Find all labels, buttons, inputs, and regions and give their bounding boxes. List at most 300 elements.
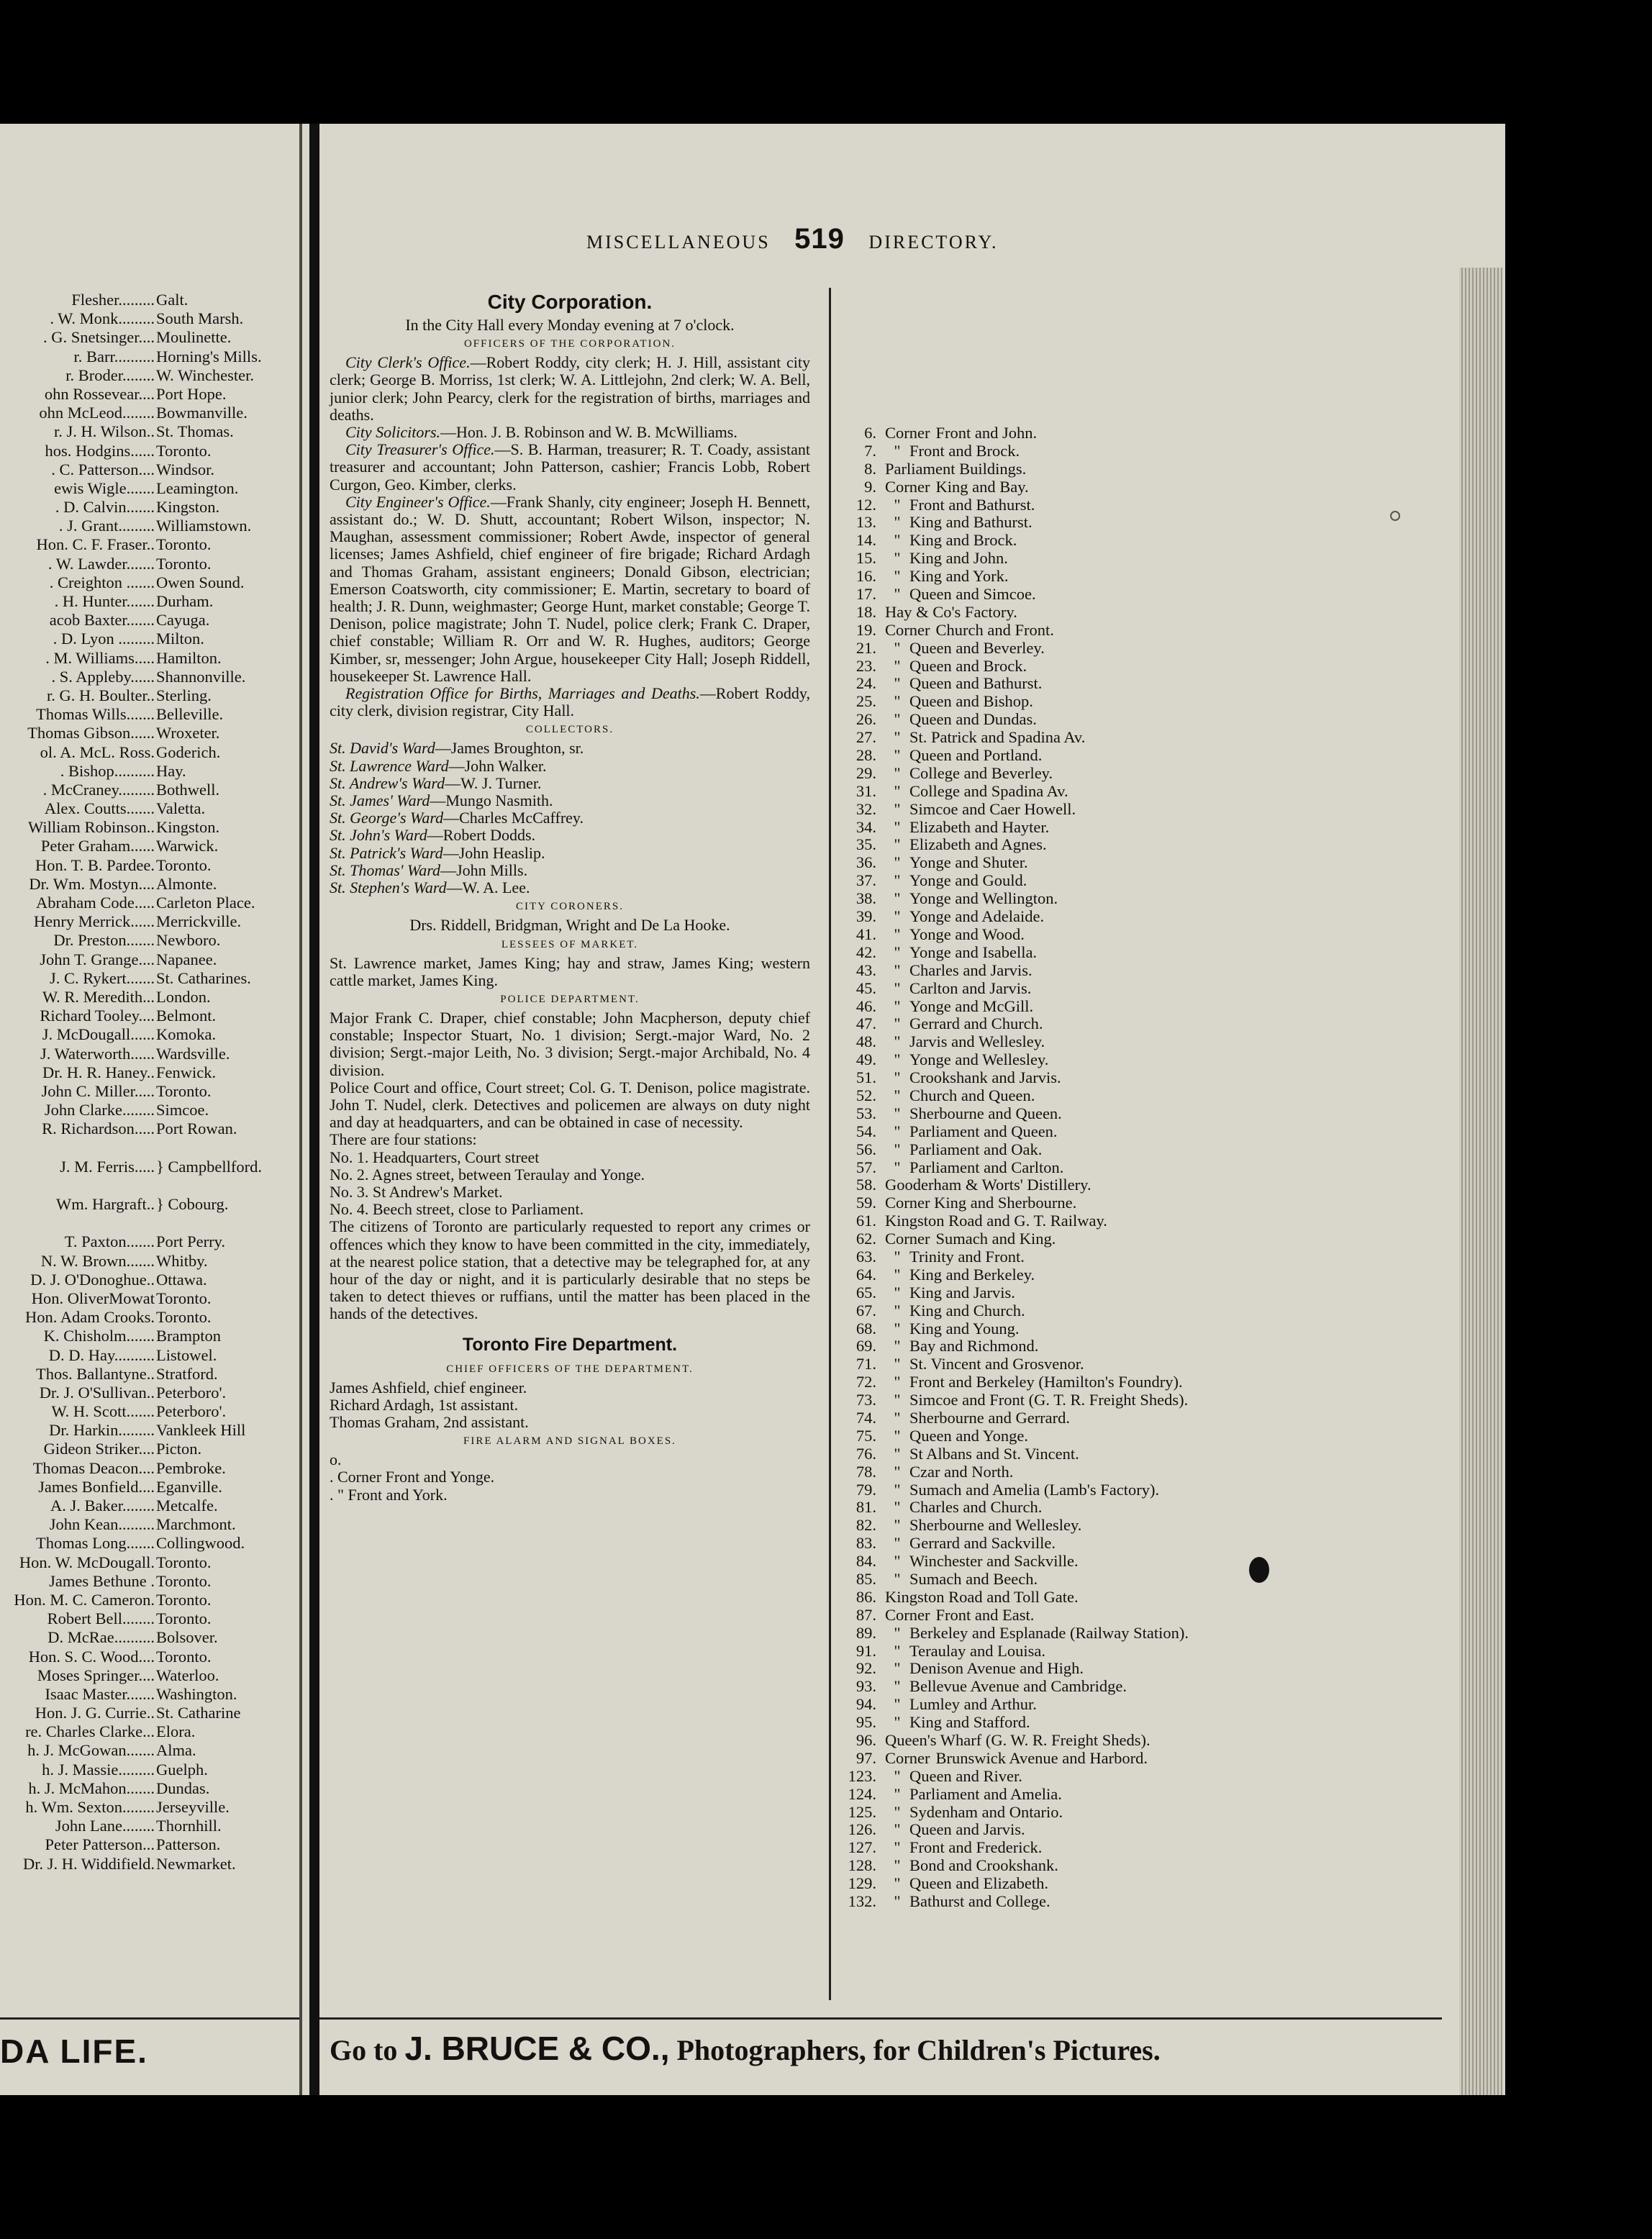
entry-name: Moses Springer.... xyxy=(37,1666,155,1684)
intro-text: In the City Hall every Monday evening at 7 o'clock. xyxy=(405,316,735,334)
entry-place: Toronto. xyxy=(156,1647,212,1666)
left-entry-row xyxy=(0,1497,295,1515)
box-prefix: " xyxy=(894,1571,901,1588)
entry-place: Wardsville. xyxy=(156,1044,230,1063)
entry-place: Toronto. xyxy=(156,1308,212,1327)
box-number: 17. xyxy=(856,586,876,604)
entry-place: Almonte. xyxy=(156,874,217,893)
entry-place: Sterling. xyxy=(156,686,212,704)
left-entry-row xyxy=(0,460,295,479)
entry-name: Hon. Adam Crooks. xyxy=(25,1308,155,1327)
entry-name: John Lane........ xyxy=(55,1817,155,1835)
entry-name: h. J. McGowan....... xyxy=(27,1741,155,1760)
signal-box-row xyxy=(845,1821,1363,1839)
box-number: 32. xyxy=(856,800,876,818)
entry-place: Marchmont. xyxy=(156,1515,236,1534)
signal-box-row xyxy=(845,1391,1363,1409)
left-entry-row xyxy=(0,1365,295,1384)
box-number: 128. xyxy=(848,1857,876,1875)
entry-name: . D. Calvin....... xyxy=(55,498,155,517)
left-entry-row xyxy=(0,781,295,799)
entry-name: Hon. W. McDougall. xyxy=(19,1553,155,1571)
box-location: Yonge and Adelaide. xyxy=(909,908,1045,926)
entry-name: Dr. Harkin......... xyxy=(49,1421,155,1440)
box-location: St Albans and St. Vincent. xyxy=(909,1445,1079,1463)
solicitors-label: City Solicitors. xyxy=(345,423,440,442)
signal-box-row xyxy=(845,1409,1363,1427)
box-prefix: " xyxy=(894,1678,901,1696)
left-entry-row xyxy=(0,1007,295,1025)
box-number: 9. xyxy=(864,478,876,496)
entry-place xyxy=(155,1138,156,1157)
entry-place: St. Thomas. xyxy=(156,422,234,441)
signal-box-row xyxy=(845,1302,1363,1320)
box-number: 45. xyxy=(856,979,876,997)
box-location: Sumach and Beech. xyxy=(909,1571,1038,1588)
box-prefix: Corner xyxy=(885,1749,930,1767)
left-entry-row xyxy=(0,1421,295,1440)
entry-place: Stratford. xyxy=(156,1364,218,1383)
signal-box-row xyxy=(845,1571,1363,1589)
page-number: 519 xyxy=(794,223,845,255)
signal-box-row xyxy=(845,1445,1363,1463)
box-number: 34. xyxy=(856,818,876,836)
box-location: Jarvis and Wellesley. xyxy=(909,1033,1045,1051)
entry-name: N. W. Brown....... xyxy=(40,1251,155,1270)
left-entry-row xyxy=(0,1308,295,1327)
entry-place: Hamilton. xyxy=(156,648,222,667)
entry-place: Williamstown. xyxy=(156,517,252,535)
box-number: 7. xyxy=(864,442,876,460)
entry-name: Hon. M. C. Cameron. xyxy=(14,1590,155,1609)
box-location: Simcoe and Front (G. T. R. Freight Sheds). xyxy=(909,1391,1189,1409)
box-location: Queen's Wharf (G. W. R. Freight Sheds). xyxy=(885,1732,1150,1750)
box-prefix: " xyxy=(894,1086,901,1104)
left-entry-row xyxy=(0,724,295,742)
box-location: Yonge and McGill. xyxy=(909,997,1034,1015)
box-prefix: " xyxy=(894,1696,901,1714)
signal-box-row xyxy=(845,1660,1363,1678)
box-location: Denison Avenue and High. xyxy=(909,1660,1084,1678)
collector-name: —James Broughton, sr. xyxy=(435,739,584,758)
entry-name xyxy=(0,1138,155,1157)
box-number: 12. xyxy=(856,496,876,514)
entry-place: Durham. xyxy=(156,592,214,610)
box-prefix: " xyxy=(894,711,901,729)
box-number: 78. xyxy=(856,1463,876,1481)
signal-box-row xyxy=(845,1839,1363,1857)
collectors-heading: COLLECTORS. xyxy=(525,724,614,736)
box-location: Yonge and Gould. xyxy=(909,872,1027,890)
box-prefix: " xyxy=(894,514,901,532)
lessees-heading: LESSEES OF MARKET. xyxy=(501,938,639,950)
box-prefix: " xyxy=(894,1803,901,1821)
left-entry-row xyxy=(0,611,295,630)
entry-name: Richard Tooley.... xyxy=(40,1007,155,1025)
box-location: Czar and North. xyxy=(909,1463,1014,1481)
left-entry-row xyxy=(0,1478,295,1497)
box-prefix: " xyxy=(894,997,901,1015)
entry-place: Simcoe. xyxy=(156,1101,209,1120)
entry-place: Newboro. xyxy=(156,931,221,950)
ward-name: St. David's Ward xyxy=(330,739,435,758)
entry-place: Kingston. xyxy=(156,498,220,517)
signal-box-row xyxy=(845,1105,1363,1123)
ink-blot xyxy=(1249,1557,1269,1583)
entry-place: Cayuga. xyxy=(156,611,210,630)
entry-name: Hon. C. F. Fraser.. xyxy=(36,535,155,554)
signal-box-row xyxy=(845,1033,1363,1051)
box-number: 28. xyxy=(856,747,876,765)
box-prefix: " xyxy=(894,836,901,854)
box-prefix: " xyxy=(894,1266,901,1284)
left-entry-row xyxy=(0,668,295,686)
box-prefix: " xyxy=(894,586,901,604)
box-number: 47. xyxy=(856,1015,876,1033)
left-entry-row xyxy=(0,479,295,498)
column-rule xyxy=(829,288,831,2000)
entry-place: Jerseyville. xyxy=(156,1798,230,1816)
box-number: 73. xyxy=(856,1391,876,1409)
collector-name: —Robert Dodds. xyxy=(427,826,536,845)
box-prefix: " xyxy=(894,1785,901,1803)
entry-name: . D. Lyon ......... xyxy=(53,630,155,648)
box-number: 38. xyxy=(856,890,876,908)
box-number: 82. xyxy=(856,1517,876,1535)
left-entry-row xyxy=(0,649,295,668)
signal-box-row xyxy=(845,1875,1363,1893)
signal-box-row xyxy=(845,1159,1363,1177)
entry-place: Ottawa. xyxy=(156,1270,207,1289)
signal-box-row xyxy=(845,1535,1363,1553)
box-location: Sherbourne and Queen. xyxy=(909,1104,1062,1122)
left-entry-row xyxy=(0,1271,295,1289)
box-number: 41. xyxy=(856,925,876,943)
entry-name: R. Richardson..... xyxy=(42,1120,155,1138)
entry-place: Dundas. xyxy=(156,1779,210,1797)
directory-page xyxy=(0,124,1505,2095)
entry-name: J. Waterworth...... xyxy=(40,1044,155,1063)
signal-box-row xyxy=(845,1893,1363,1911)
left-entry-row xyxy=(0,592,295,611)
box-number: 37. xyxy=(856,872,876,890)
box-number: 74. xyxy=(856,1409,876,1427)
entry-name: ewis Wigle....... xyxy=(54,478,155,497)
entry-place: South Marsh. xyxy=(156,309,244,328)
box-prefix: " xyxy=(894,496,901,514)
box-location: Front and Brock. xyxy=(909,442,1020,460)
box-number: 87. xyxy=(856,1606,876,1624)
signal-box-row xyxy=(845,1212,1363,1230)
entry-name: . W. Lawder....... xyxy=(47,554,155,573)
treasurer-paragraph xyxy=(330,441,810,494)
book-gutter xyxy=(309,124,319,2095)
ward-name: St. Andrew's Ward xyxy=(330,773,445,792)
collector-name: —John Heaslip. xyxy=(442,843,545,862)
signal-box-row xyxy=(845,1643,1363,1661)
entry-place: Fenwick. xyxy=(156,1063,217,1081)
box-location: Church and Queen. xyxy=(909,1086,1035,1104)
box-location: Bathurst and College. xyxy=(909,1893,1050,1911)
ward-name: St. George's Ward xyxy=(330,809,444,827)
left-entry-row xyxy=(0,1025,295,1044)
box-number: 61. xyxy=(856,1212,876,1230)
box-location: Kingston Road and Toll Gate. xyxy=(885,1588,1079,1606)
entry-place: Toronto. xyxy=(156,855,212,874)
alarm-number-label: o. xyxy=(330,1450,342,1469)
box-number: 62. xyxy=(856,1230,876,1248)
entry-place: W. Winchester. xyxy=(156,365,254,384)
box-prefix: " xyxy=(894,1463,901,1481)
signal-box-row xyxy=(845,980,1363,998)
box-prefix: " xyxy=(894,961,901,979)
signal-box-row xyxy=(845,1463,1363,1481)
box-number: 21. xyxy=(856,639,876,657)
entry-place: Elora. xyxy=(156,1722,196,1741)
box-prefix: " xyxy=(894,1875,901,1893)
punch-hole xyxy=(1390,511,1400,521)
box-number: 46. xyxy=(856,997,876,1015)
entry-place: Goderich. xyxy=(156,742,221,761)
collector-name: —Mungo Nasmith. xyxy=(430,791,553,810)
signal-box-row xyxy=(845,568,1363,586)
left-entry-row xyxy=(0,705,295,724)
signal-box-row xyxy=(845,693,1363,711)
entry-name: Hon. T. B. Pardee. xyxy=(35,855,155,874)
box-prefix: " xyxy=(894,890,901,908)
box-location: King and Bathurst. xyxy=(909,514,1032,532)
entry-place: Port Perry. xyxy=(156,1232,226,1251)
entry-name: . W. Monk......... xyxy=(50,309,155,328)
signal-box-row xyxy=(845,1732,1363,1750)
entry-place: Toronto. xyxy=(156,441,212,460)
box-number: 93. xyxy=(856,1678,876,1696)
signal-box-row xyxy=(845,1123,1363,1141)
gutter-shadow xyxy=(299,124,302,2095)
signal-box-row xyxy=(845,1373,1363,1391)
left-entry-row xyxy=(0,1045,295,1063)
stations-intro: There are four stations: xyxy=(330,1130,477,1149)
entry-place: Toronto. xyxy=(156,1609,212,1628)
box-number: 79. xyxy=(856,1481,876,1499)
signal-box-row xyxy=(845,944,1363,962)
box-number: 72. xyxy=(856,1373,876,1391)
entry-name: John Clarke........ xyxy=(44,1101,155,1120)
left-entry-row xyxy=(0,1158,295,1176)
box-prefix: " xyxy=(894,675,901,693)
signal-box-row xyxy=(845,1266,1363,1284)
entry-name: Henry Merrick...... xyxy=(33,912,155,931)
box-prefix: " xyxy=(894,854,901,872)
city-corporation-title: City Corporation. xyxy=(487,291,653,313)
box-location: Queen and Beverley. xyxy=(909,639,1045,657)
box-location: Sumach and King. xyxy=(935,1230,1056,1248)
left-entry-row xyxy=(0,1346,295,1365)
entry-place: Wroxeter. xyxy=(156,724,220,742)
box-number: 75. xyxy=(856,1427,876,1445)
entry-name: Gideon Striker.... xyxy=(43,1440,155,1458)
left-entry-row xyxy=(0,1252,295,1271)
entry-place: St. Catharines. xyxy=(156,968,251,987)
box-location: Parliament and Amelia. xyxy=(909,1785,1062,1803)
signal-box-row xyxy=(845,1194,1363,1212)
entry-name: J. M. Ferris..... xyxy=(60,1157,155,1176)
entry-name: Thomas Deacon.... xyxy=(32,1458,155,1477)
signal-box-row xyxy=(845,1589,1363,1607)
signal-box-row xyxy=(845,998,1363,1016)
signal-box-row xyxy=(845,1320,1363,1338)
box-number: 54. xyxy=(856,1122,876,1140)
box-number: 95. xyxy=(856,1714,876,1732)
box-number: 63. xyxy=(856,1248,876,1266)
box-number: 85. xyxy=(856,1571,876,1588)
entry-place: Bowmanville. xyxy=(156,404,248,422)
city-clerk-paragraph xyxy=(330,354,810,424)
box-number: 24. xyxy=(856,675,876,693)
box-number: 6. xyxy=(864,424,876,442)
box-location: Trinity and Front. xyxy=(909,1248,1025,1266)
box-prefix: " xyxy=(894,1517,901,1535)
entry-name: Alex. Coutts....... xyxy=(44,799,155,818)
signal-box-row xyxy=(845,962,1363,980)
entry-place: Valetta. xyxy=(156,799,206,818)
signal-box-row xyxy=(845,747,1363,765)
box-prefix: " xyxy=(894,1499,901,1517)
entry-name: Robert Bell........ xyxy=(47,1609,155,1628)
box-number: 97. xyxy=(856,1749,876,1767)
signal-box-row xyxy=(845,460,1363,478)
box-location: Charles and Church. xyxy=(909,1499,1043,1517)
entry-place xyxy=(155,1176,156,1195)
left-entry-row xyxy=(0,404,295,422)
box-location: Berkeley and Esplanade (Railway Station). xyxy=(909,1624,1189,1642)
box-number: 43. xyxy=(856,961,876,979)
left-entry-row xyxy=(0,988,295,1007)
box-number: 52. xyxy=(856,1086,876,1104)
box-prefix: " xyxy=(894,1660,901,1678)
box-prefix: Corner xyxy=(885,1606,930,1624)
box-location: Front and John. xyxy=(935,424,1038,442)
left-entry-row xyxy=(0,535,295,554)
running-header xyxy=(586,223,998,255)
box-prefix: " xyxy=(894,1445,901,1463)
entry-place: Leamington. xyxy=(156,478,239,497)
box-location: Elizabeth and Agnes. xyxy=(909,836,1047,854)
entry-name: ohn McLeod........ xyxy=(39,404,155,422)
collectors-list xyxy=(330,740,810,896)
fire-officers-heading: CHIEF OFFICERS OF THE DEPARTMENT. xyxy=(446,1363,694,1375)
station-entry: No. 1. Headquarters, Court street xyxy=(330,1148,540,1166)
box-prefix: " xyxy=(894,568,901,586)
entry-name xyxy=(0,1176,155,1195)
entry-place: Bolsover. xyxy=(156,1628,218,1647)
box-prefix: " xyxy=(894,1015,901,1033)
signal-box-row xyxy=(845,836,1363,854)
left-entry-row xyxy=(0,498,295,517)
entry-place: Kingston. xyxy=(156,818,220,837)
box-number: 35. xyxy=(856,836,876,854)
entry-name: h. Wm. Sexton........ xyxy=(25,1798,155,1816)
box-prefix: " xyxy=(894,657,901,675)
entry-name: William Robinson.. xyxy=(28,818,155,837)
box-location: Queen and Dundas. xyxy=(909,711,1037,729)
left-entry-row xyxy=(0,1195,295,1214)
signal-box-row xyxy=(845,1087,1363,1105)
signal-box-row xyxy=(845,729,1363,747)
left-entry-row xyxy=(0,1440,295,1458)
entry-name: Hon. S. C. Wood.... xyxy=(28,1647,155,1666)
box-location: King and Berkeley. xyxy=(909,1266,1035,1284)
box-prefix: " xyxy=(894,1714,901,1732)
box-location: Gerrard and Sackville. xyxy=(909,1535,1056,1553)
box-location: Yonge and Wellesley. xyxy=(909,1051,1049,1069)
signal-box-row xyxy=(845,1230,1363,1248)
box-number: 89. xyxy=(856,1624,876,1642)
left-entry-row xyxy=(0,1648,295,1666)
signal-box-row xyxy=(845,926,1363,944)
box-number: 123. xyxy=(848,1767,876,1785)
header-right: DIRECTORY. xyxy=(868,232,999,253)
box-location: Bay and Richmond. xyxy=(909,1338,1039,1355)
left-entry-row xyxy=(0,1327,295,1345)
collector-entry xyxy=(330,827,810,844)
box-prefix: " xyxy=(894,1051,901,1069)
box-location: Teraulay and Louisa. xyxy=(909,1642,1045,1660)
entry-name: W. H. Scott....... xyxy=(51,1402,155,1421)
signal-box-row xyxy=(845,1015,1363,1033)
signal-box-row xyxy=(845,478,1363,496)
treasurer-label: City Treasurer's Office. xyxy=(345,440,495,459)
entry-place: Eganville. xyxy=(156,1477,222,1496)
entry-name: J. C. Rykert....... xyxy=(50,968,155,987)
left-entry-row xyxy=(0,1082,295,1101)
signal-box-row xyxy=(845,532,1363,550)
box-location: Carlton and Jarvis. xyxy=(909,979,1032,997)
ad-right-pre: Go to xyxy=(330,2034,405,2066)
entry-name: . Creighton ....... xyxy=(49,573,155,591)
left-entry-row xyxy=(0,1384,295,1402)
left-entry-row xyxy=(0,1232,295,1251)
entry-name: D. J. O'Donoghue.. xyxy=(30,1270,155,1289)
left-entry-row xyxy=(0,856,295,875)
box-location: King and Young. xyxy=(909,1320,1020,1338)
entry-name: r. Broder........ xyxy=(65,365,155,384)
right-column xyxy=(845,424,1363,1911)
city-clerk-label: City Clerk's Office. xyxy=(345,353,471,372)
box-prefix: " xyxy=(894,1839,901,1857)
entry-name: r. Barr.......... xyxy=(73,347,155,365)
box-number: 36. xyxy=(856,854,876,872)
left-entry-row xyxy=(0,686,295,705)
entry-place: Horning's Mills. xyxy=(156,347,262,365)
box-prefix: " xyxy=(894,872,901,890)
entry-place: Newmarket. xyxy=(156,1854,236,1873)
ward-name: St. Thomas' Ward xyxy=(330,860,441,879)
box-prefix: " xyxy=(894,1140,901,1158)
left-entry-row xyxy=(0,1798,295,1817)
alarm-row: . Corner Front and Yonge. xyxy=(330,1468,495,1486)
station-entry: No. 4. Beech street, close to Parliament. xyxy=(330,1200,584,1219)
entry-name: . M. Williams..... xyxy=(45,648,155,667)
box-number: 14. xyxy=(856,532,876,550)
box-prefix: " xyxy=(894,1535,901,1553)
entry-place: Whitby. xyxy=(156,1251,208,1270)
collector-entry xyxy=(330,809,810,827)
signal-box-row xyxy=(845,1696,1363,1714)
box-location: Sherbourne and Gerrard. xyxy=(909,1409,1071,1427)
entry-place: Pembroke. xyxy=(156,1458,226,1477)
entry-place: Belleville. xyxy=(156,705,224,724)
